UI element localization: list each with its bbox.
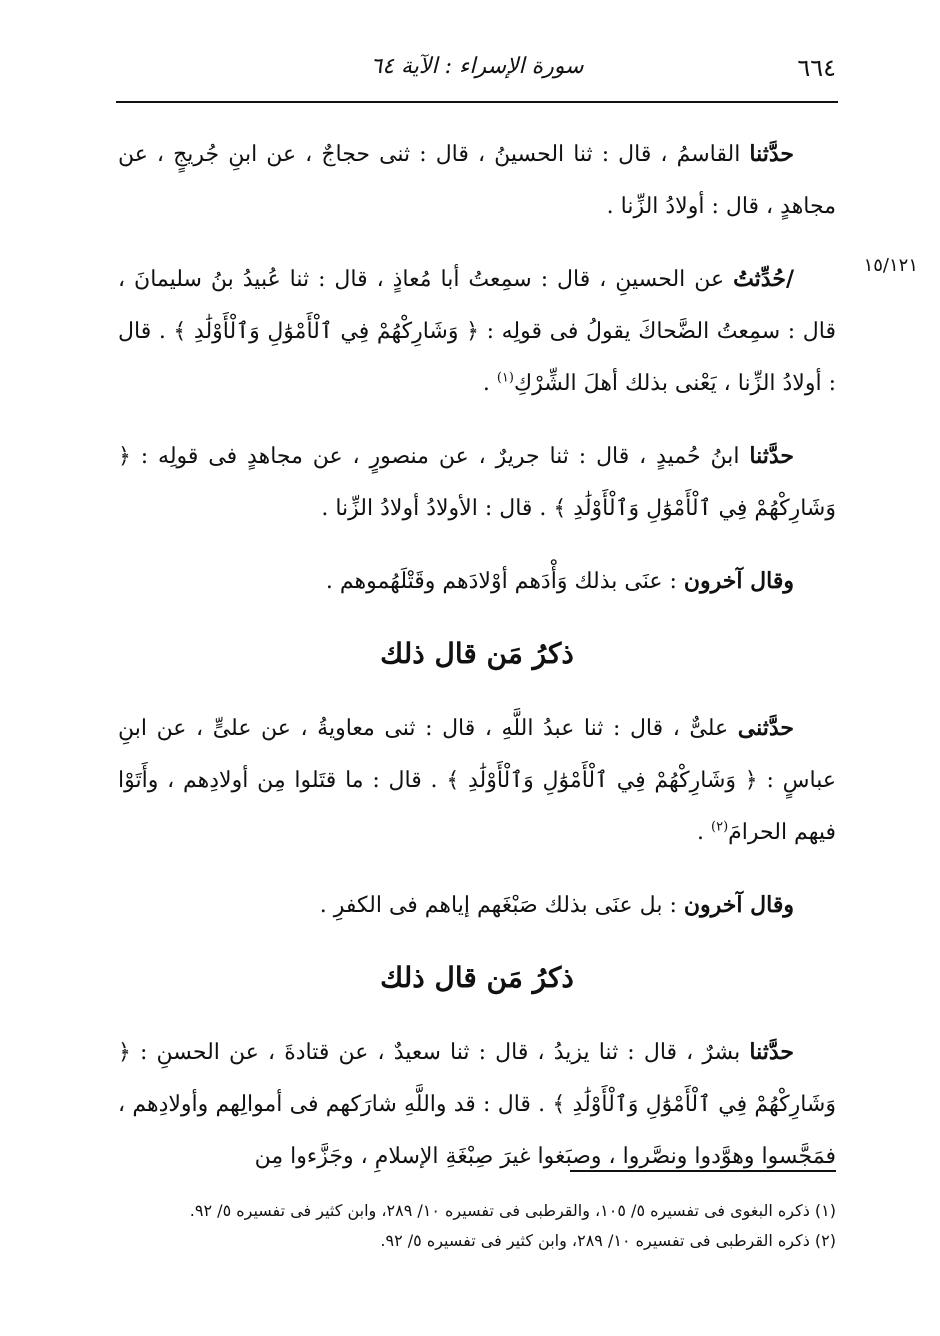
margin-reference: ١٥/١٢١ bbox=[863, 255, 918, 276]
running-head bbox=[118, 48, 836, 88]
page-number: ٦٦٤ bbox=[797, 54, 836, 82]
paragraph-text: . قال : ما قتَلوا مِن أولادِهم ، وأَتَوْا فيهم الحرامَ bbox=[118, 768, 836, 845]
footnotes bbox=[118, 1196, 836, 1256]
paragraph-lead: حدَّثنا bbox=[749, 141, 794, 167]
paragraph-text: . قال : قد واللَّهِ شارَكهم فى أموالِهم وأولادِهم ، فمَجَّسوا وهوَّدوا ونصَّروا ، وصبَغوا غيرَ صِبْغَةِ الإسلامِ ، وجَزَّءوا مِن bbox=[118, 1092, 836, 1169]
paragraph-lead: حدَّثنا bbox=[749, 443, 794, 469]
paragraph bbox=[118, 430, 836, 535]
paragraph-lead: وقال آخرون bbox=[683, 892, 794, 918]
paragraph-text: . bbox=[697, 820, 712, 845]
paragraph-lead: /حُدِّثتُ bbox=[733, 266, 794, 292]
quran-verse: ﴿ وَشَارِكْهُمْ فِي ٱلْأَمْوَٰلِ وَٱلْأَوْلَٰدِ ﴾ bbox=[118, 1040, 836, 1117]
paragraph-lead: حدَّثنا bbox=[749, 1039, 794, 1065]
section-heading: ذكرُ مَن قال ذلك bbox=[380, 961, 574, 994]
paragraph-text: القاسمُ ، قال : ثنا الحسينُ ، قال : ثنى حجاجٌ ، عن ابنِ جُريجٍ ، عن مجاهدٍ ، قال : أولادُ الزِّنا . bbox=[118, 142, 836, 219]
footnote-marker[interactable]: (٢) bbox=[711, 819, 729, 835]
paragraph-text: : بل عنَى بذلك صَبْغَهم إياهم فى الكفرِ . bbox=[319, 893, 684, 918]
paragraph-text: . bbox=[482, 371, 497, 396]
paragraph-text: . قال : الأولادُ أولادُ الزِّنا . bbox=[321, 496, 554, 521]
header-rule bbox=[116, 101, 838, 103]
paragraph bbox=[118, 555, 836, 608]
footnote: (٢) ذكره القرطبى فى تفسيره ١٠/ ٢٨٩، وابن كثير فى تفسيره ٥/ ٩٢. bbox=[380, 1231, 836, 1250]
paragraph bbox=[118, 879, 836, 932]
paragraph-text: : عنَى بذلك وَأْدَهم أوْلادَهم وقَتْلَهُموهم . bbox=[325, 569, 684, 594]
footnote-rule bbox=[570, 1170, 836, 1172]
paragraph bbox=[118, 253, 836, 410]
section-heading: ذكرُ مَن قال ذلك bbox=[380, 637, 574, 670]
paragraph-text: عن الحسينِ ، قال : سمِعتُ أبا مُعاذٍ ، قال : ثنا عُبيدُ بنُ سليمانَ ، قال : سمِعتُ الضَّحاكَ يقولُ فى قولِه : bbox=[118, 267, 837, 344]
paragraph-lead: حدَّثنى bbox=[737, 715, 794, 741]
paragraph bbox=[118, 702, 836, 859]
paragraph-lead: وقال آخرون bbox=[683, 568, 794, 594]
paragraph bbox=[118, 128, 836, 233]
quran-verse: ﴿ وَشَارِكْهُمْ فِي ٱلْأَمْوَٰلِ وَٱلْأَوْلَٰدِ ﴾ bbox=[446, 768, 758, 793]
paragraph-text: بشرٌ ، قال : ثنا يزيدُ ، قال : ثنا سعيدٌ ، عن قتادةَ ، عن الحسنِ : bbox=[130, 1040, 750, 1065]
paragraph-text: . قال : أولادُ الزِّنا ، يَعْنى بذلك أهلَ الشِّرْكِ bbox=[118, 319, 836, 396]
footnote-marker[interactable]: (١) bbox=[496, 370, 514, 386]
main-text bbox=[118, 128, 836, 1203]
quran-verse: ﴿ وَشَارِكْهُمْ فِي ٱلْأَمْوَٰلِ وَٱلْأَوْلَٰدِ ﴾ bbox=[173, 319, 479, 344]
running-head-title: سورة الإسراء : الآية ٦٤ bbox=[370, 54, 584, 79]
paragraph bbox=[118, 1026, 836, 1183]
paragraph-text: ابنُ حُميدٍ ، قال : ثنا جريرٌ ، عن منصورٍ ، عن مجاهدٍ فى قولِه : bbox=[130, 444, 750, 469]
quran-verse: ﴿ وَشَارِكْهُمْ فِي ٱلْأَمْوَٰلِ وَٱلْأَوْلَٰدِ ﴾ bbox=[118, 444, 836, 521]
paragraph-text: علىٌّ ، قال : ثنا عبدُ اللَّهِ ، قال : ثنى معاويةُ ، عن علىٍّ ، عن ابنِ عباسٍ : bbox=[118, 716, 836, 793]
footnote: (١) ذكره البغوى فى تفسيره ٥/ ١٠٥، والقرطبى فى تفسيره ١٠/ ٢٨٩، وابن كثير فى تفسيره ٥/ ٩٢. bbox=[189, 1201, 836, 1220]
